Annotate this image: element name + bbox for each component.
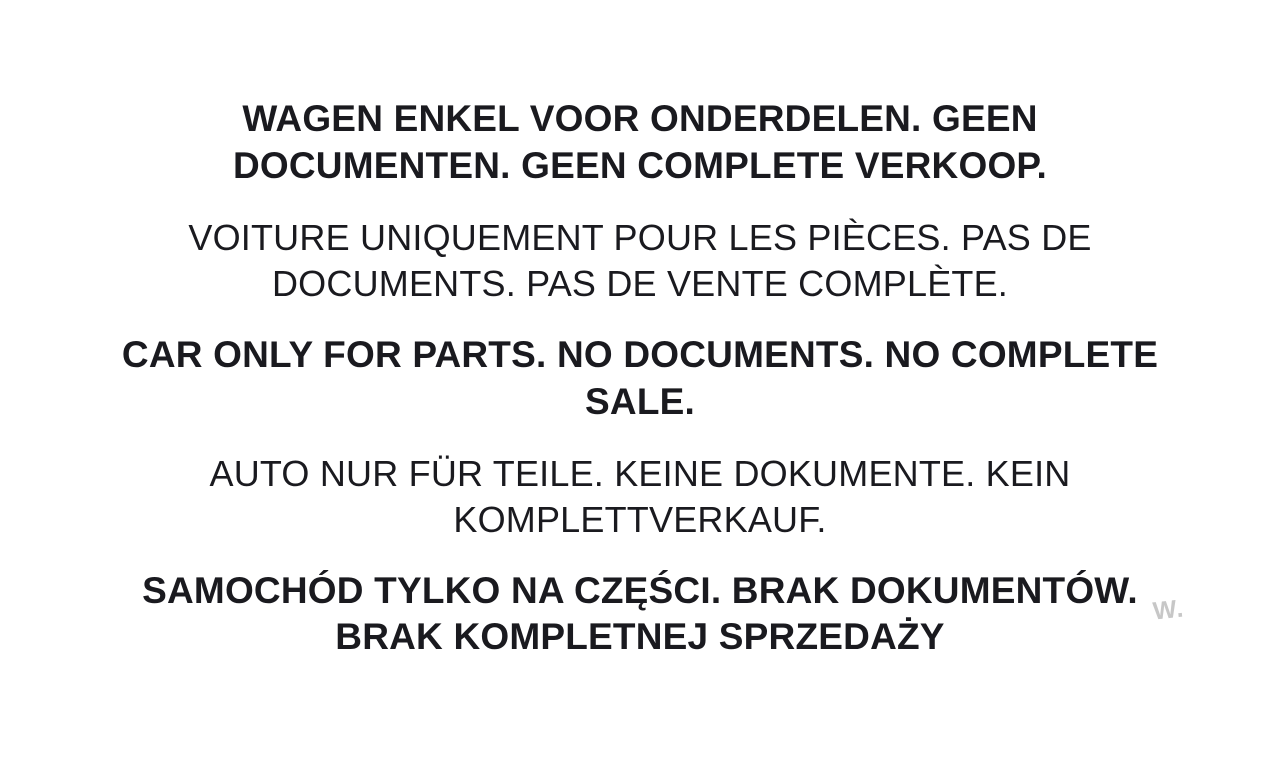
- notice-line-german: AUTO NUR FÜR TEILE. KEINE DOKUMENTE. KEIN KOMPLETTVERKAUF.: [209, 453, 1071, 540]
- notice-line-french: VOITURE UNIQUEMENT POUR LES PIÈCES. PAS DE DOCUMENTS. PAS DE VENTE COMPLÈTE.: [188, 217, 1092, 304]
- notice-line-dutch: WAGEN ENKEL VOOR ONDERDELEN. GEEN DOCUMENTEN. GEEN COMPLETE VERKOOP.: [232, 98, 1048, 186]
- watermark-text: W.: [1151, 594, 1186, 626]
- notice-line-polish: SAMOCHÓD TYLKO NA CZĘŚCI. BRAK DOKUMENTÓW. BRAK KOMPLETNEJ SPRZEDAŻY: [142, 569, 1138, 658]
- notice-line-english: CAR ONLY FOR PARTS. NO DOCUMENTS. NO COMPLETE SALE.: [121, 333, 1159, 422]
